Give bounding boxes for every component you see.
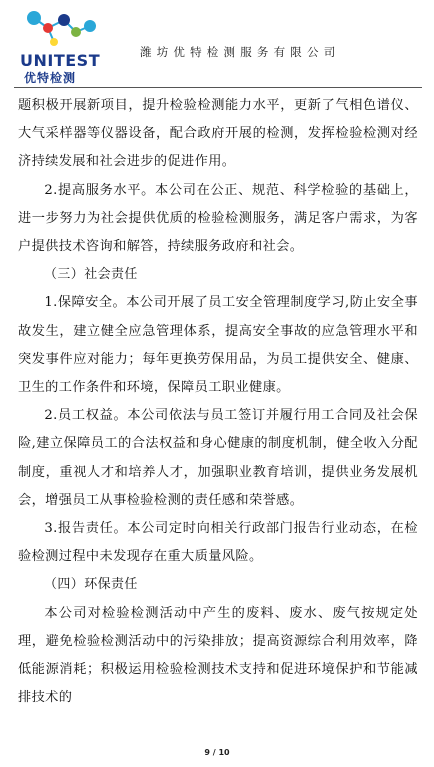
paragraph-continuation: 题积极开展新项目，提升检验检测能力水平，更新了气相色谱仪、大气采样器等仪器设备，配合政府开展的检测，发挥检验检测对经济持续发展和社会进步的促进作用。 [18,98,418,170]
paragraph-safety: 1.保障安全。本公司开展了员工安全管理制度学习,防止安全事故发生，建立健全应急管理体系，提高安全事故的应急管理水平和突发事件应对能力；每年更换劳保用品，为员工提供安全、健康、卫生的工作条件和环境，保障员工职业健康。 [18,295,418,396]
logo-wordmark: UNITEST [20,51,101,70]
section-heading-environment: （四）环保责任 [44,577,138,593]
company-name: 潍坊优特检测服务有限公司 [140,45,341,59]
paragraph-employee-rights: 2.员工权益。本公司依法与员工签订并履行用工合同及社会保险,建立保障员工的合法权益和身心健康的制度机制，健全收入分配制度，重视人才和培养人才，加强职业教育培训，提供业务发展机会，增强员工从事检验检测的责任感和荣誉感。 [18,408,418,508]
paragraph-service-level: 2.提高服务水平。本公司在公正、规范、科学检验的基础上，进一步努力为社会提供优质的检验检测服务，满足客户需求，为客户提供技术咨询和解答，持续服务政府和社会。 [18,182,418,255]
section-heading-social: （三）社会责任 [44,267,138,283]
molecule-logo-icon [14,6,110,52]
header-divider [14,87,422,88]
company-logo [14,6,110,86]
page-number: 9 / 10 [204,748,230,757]
paragraph-environment: 本公司对检验检测活动中产生的废料、废水、废气按规定处理，避免检验检测活动中的污染排放；提高资源综合利用效率，降低能源消耗；积极运用检验检测技术支持和促进环境保护和节能减排技术的 [18,605,418,706]
document-body [18,92,418,712]
paragraph-reporting: 3.报告责任。本公司定时向相关行政部门报告行业动态，在检验检测过程中未发现存在重大质量风险。 [18,521,418,565]
logo-chinese-name: 优特检测 [24,71,77,85]
page-header [0,0,434,88]
